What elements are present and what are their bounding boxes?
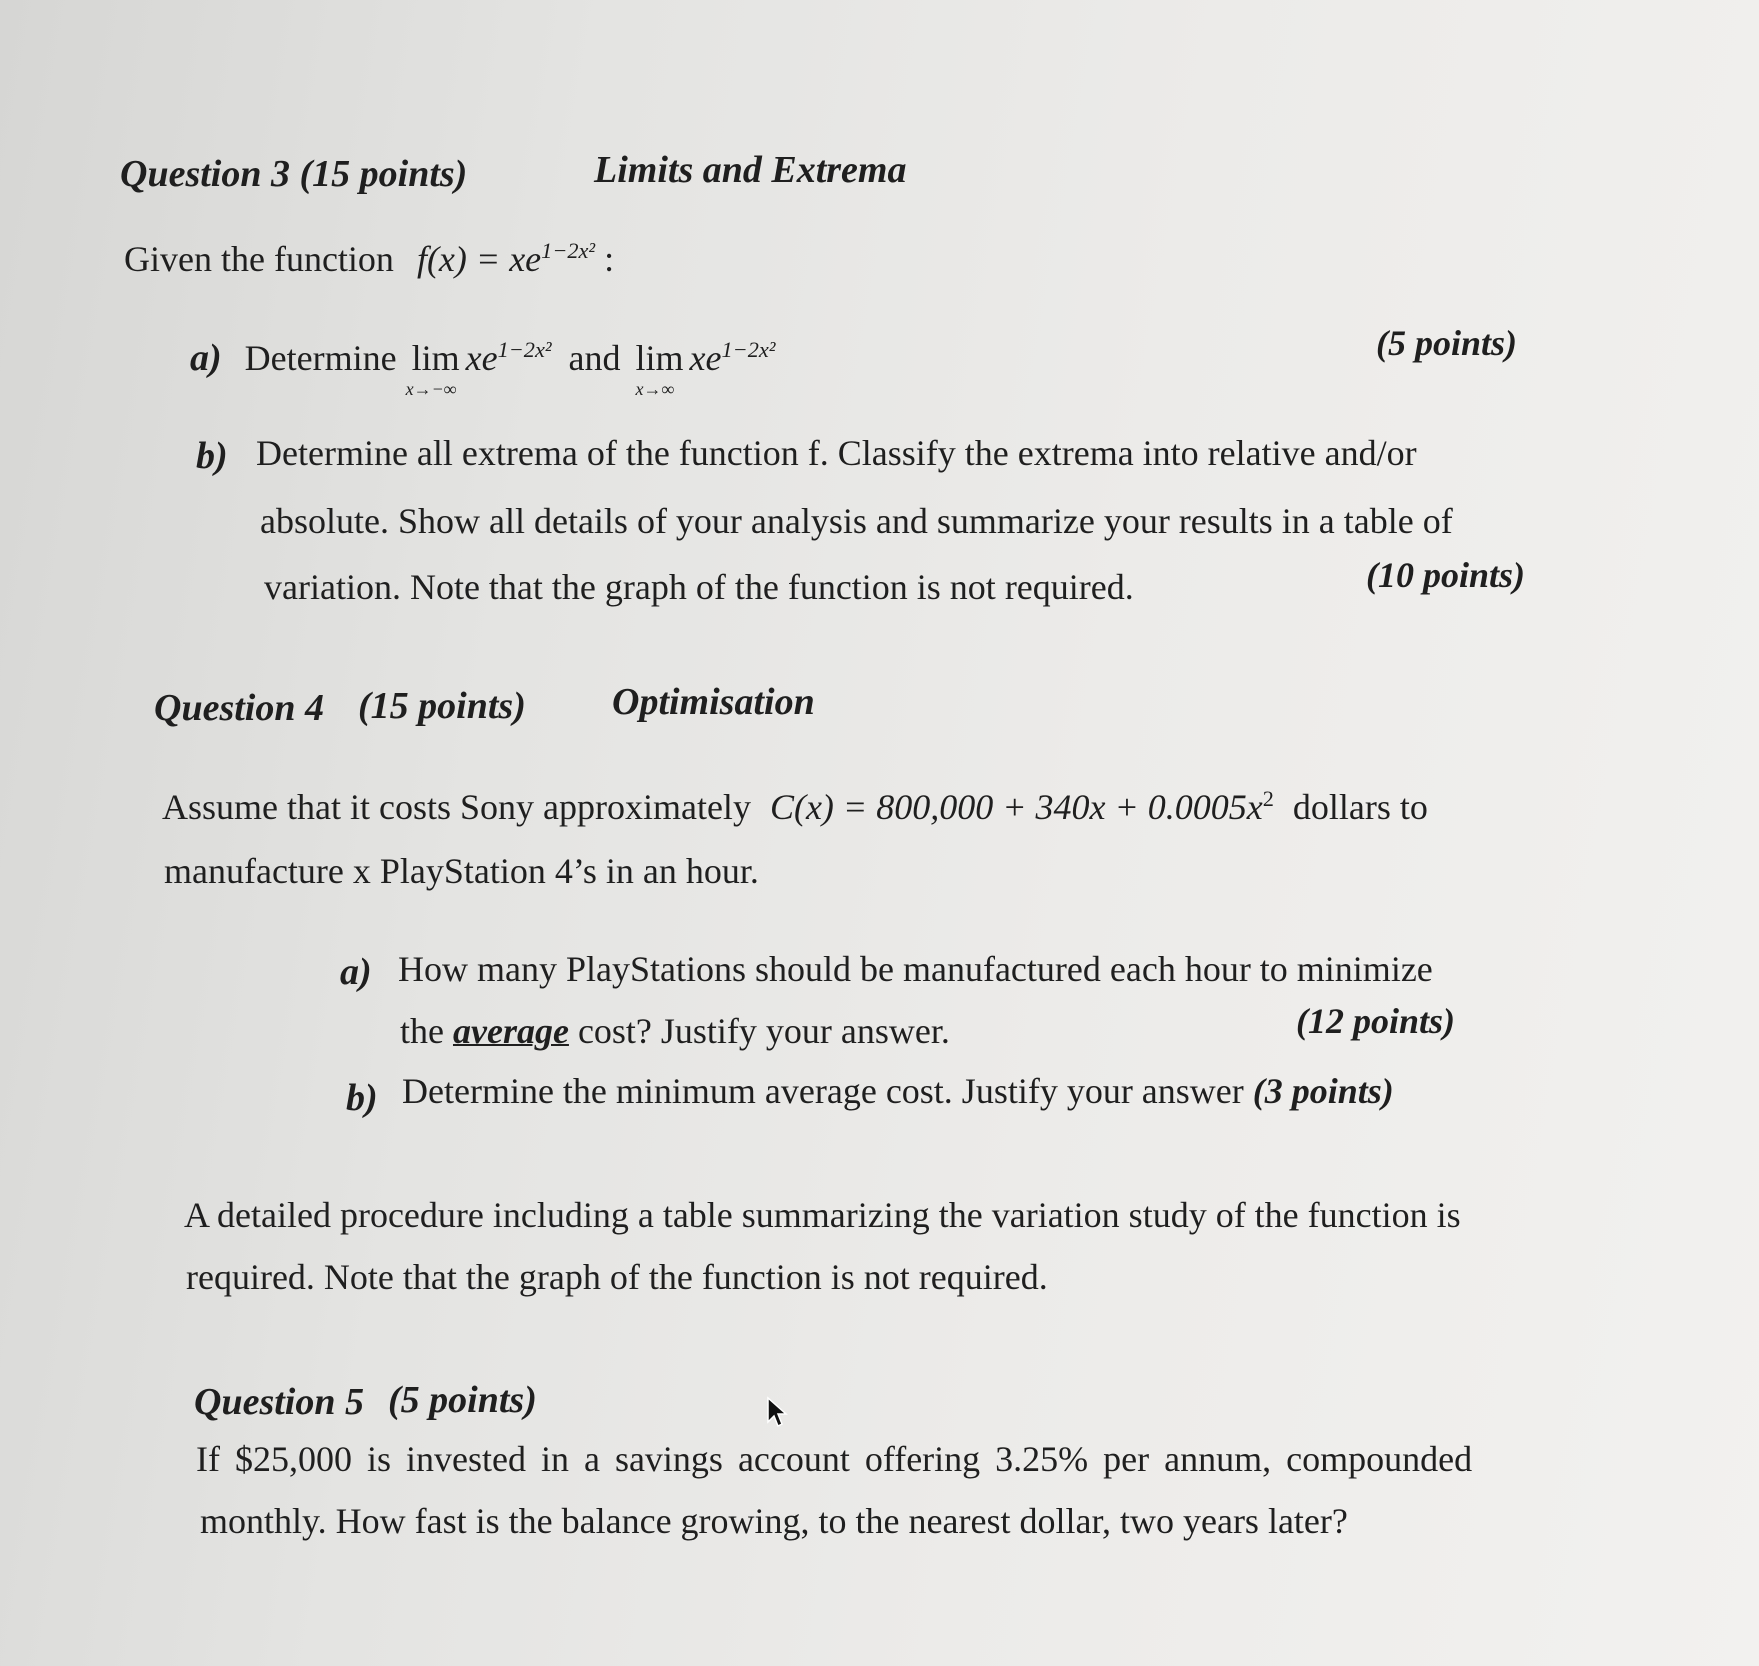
- q3-b-label: b): [196, 435, 228, 477]
- q3-part-a: [190, 336, 776, 399]
- q3-function-exponent: 1−2x²: [541, 238, 596, 263]
- limit-2: [635, 337, 684, 399]
- q4-cost-exponent: 2: [1262, 786, 1274, 811]
- q4-a-label: a): [340, 951, 372, 993]
- lim-1-exp: 1−2x²: [497, 337, 552, 362]
- q3-and: and: [568, 338, 621, 378]
- mouse-cursor-icon: [766, 1396, 792, 1430]
- q4-points: (15 points): [358, 685, 526, 727]
- lim-2-word: lim: [635, 338, 684, 378]
- q4-a-line2: [400, 1010, 950, 1052]
- q3-a-points: (5 points): [1376, 323, 1518, 363]
- q3-function-lhs: f(x) = xe: [416, 239, 542, 279]
- q3-topic: Limits and Extrema: [594, 149, 907, 191]
- q4-intro-line1: [162, 786, 1428, 828]
- q4-a-the: the: [400, 1011, 444, 1051]
- lim-1-word: lim: [411, 338, 460, 378]
- q4-a-average: average: [452, 1011, 569, 1051]
- lim-1-expr: xe: [465, 338, 498, 378]
- q4-a-line1: How many PlayStations should be manufactured each hour to minimize: [398, 949, 1433, 989]
- lim-1-sub: x→−∞: [405, 379, 457, 399]
- q4-cost-function: C(x) = 800,000 + 340x + 0.0005x: [769, 787, 1263, 827]
- lim-2-expr: xe: [689, 338, 722, 378]
- q4-a-points: (12 points): [1296, 1001, 1456, 1041]
- q4-intro-end: dollars to: [1292, 787, 1428, 827]
- q4-note-line1: A detailed procedure including a table summarizing the variation study of the function is: [184, 1195, 1461, 1235]
- q4-header: Question 4: [154, 687, 324, 729]
- q4-b-text: Determine the minimum average cost. Justify your answer: [402, 1071, 1244, 1111]
- q4-b-points: (3 points): [1252, 1071, 1394, 1111]
- q4-b-line: [402, 1070, 1394, 1112]
- q4-note-line2: required. Note that the graph of the function is not required.: [186, 1257, 1048, 1297]
- q5-line2: monthly. How fast is the balance growing, to the nearest dollar, two years later?: [200, 1501, 1348, 1541]
- q3-intro: Given the function: [124, 239, 394, 279]
- q5-line1: If $25,000 is invested in a savings account offering 3.25% per annum, compounded: [196, 1439, 1473, 1479]
- q3-b-line2: absolute. Show all details of your analysis and summarize your results in a table of: [260, 501, 1453, 541]
- q4-topic: Optimisation: [612, 681, 815, 723]
- q4-b-label: b): [346, 1077, 378, 1119]
- q3-header: Question 3 (15 points): [120, 153, 468, 195]
- q3-b-line3: variation. Note that the graph of the function is not required.: [264, 567, 1134, 607]
- q5-header: Question 5: [194, 1381, 364, 1423]
- lim-2-exp: 1−2x²: [721, 337, 776, 362]
- q3-b-points: (10 points): [1366, 555, 1526, 595]
- q4-intro-line2: manufacture x PlayStation 4’s in an hour.: [164, 851, 759, 891]
- q4-a-rest: cost? Justify your answer.: [577, 1011, 950, 1051]
- q3-a-label: a): [190, 337, 222, 379]
- limit-1: [405, 337, 460, 399]
- q3-colon: :: [604, 239, 615, 279]
- q4-intro-start: Assume that it costs Sony approximately: [162, 787, 751, 827]
- q5-points: (5 points): [388, 1379, 537, 1421]
- q3-b-line1: Determine all extrema of the function f. Classify the extrema into relative and/or: [256, 433, 1417, 473]
- lim-2-sub: x→∞: [635, 379, 675, 399]
- q3-function-line: [124, 238, 614, 280]
- q3-a-text: Determine: [244, 338, 397, 378]
